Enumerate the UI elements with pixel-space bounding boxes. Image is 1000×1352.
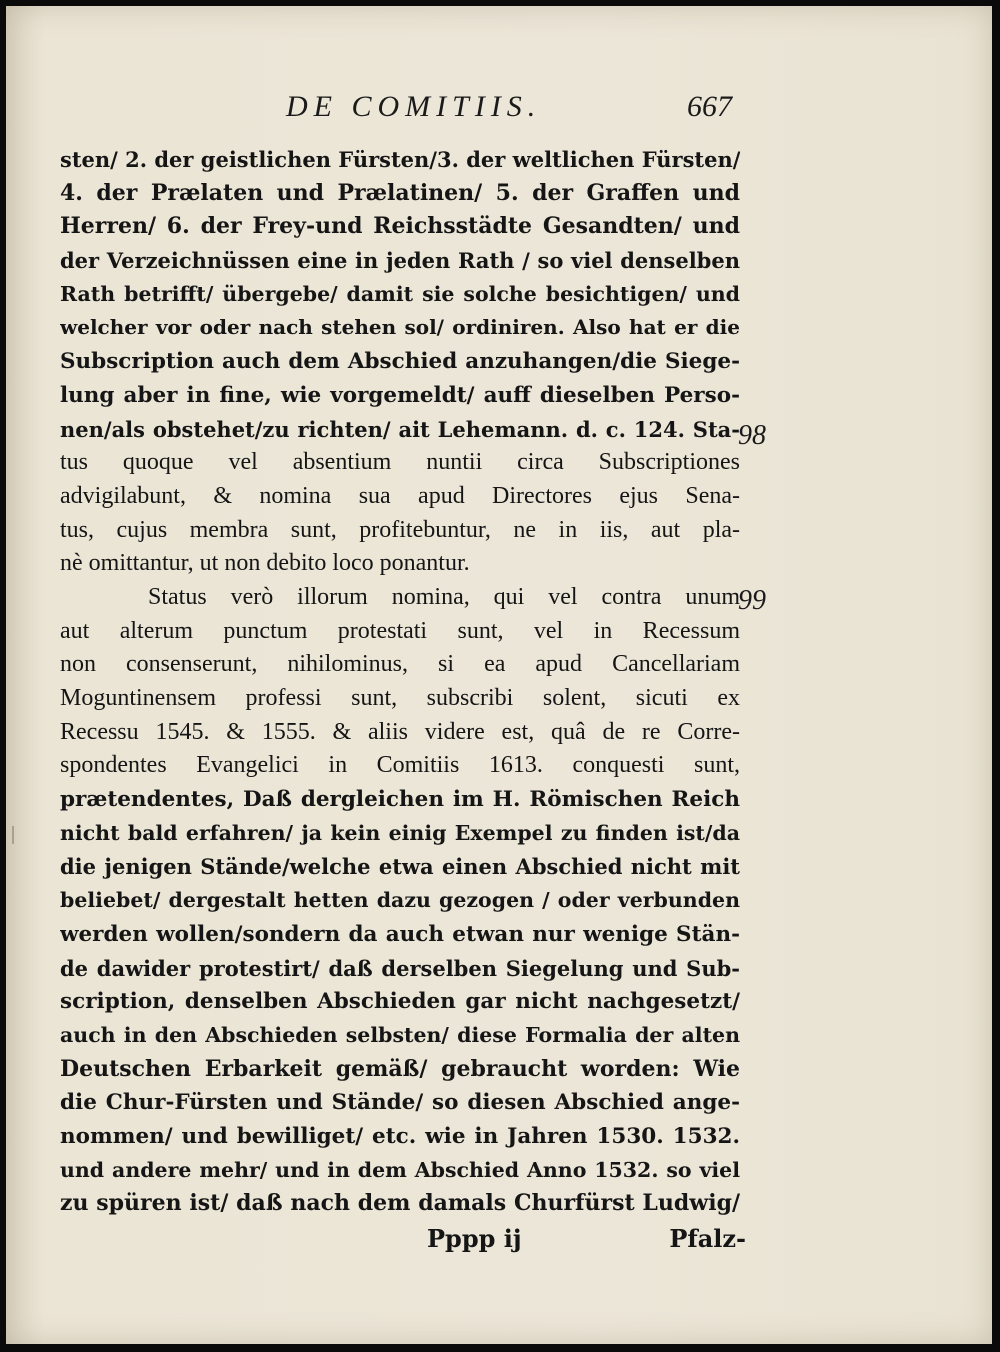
text-line: auch in den Abschieden selbsten/ diese Formalia der alten bbox=[60, 1022, 740, 1047]
text-line: Rath betrifft/ übergebe/ damit sie solche besichtigen/ und bbox=[60, 281, 740, 306]
text-line: nommen/ und bewilliget/ etc. wie in Jahren 1530. 1532. bbox=[60, 1123, 740, 1149]
text-line: beliebet/ dergestalt hetten dazu gezogen / oder verbunden bbox=[60, 888, 740, 913]
text-line: sten/ 2. der geistlichen Fürsten/3. der weltlichen Fürsten/ bbox=[60, 147, 740, 172]
text-line: der Verzeichnüssen eine in jeden Rath / so viel denselben bbox=[60, 248, 740, 274]
body-text bbox=[60, 143, 740, 1221]
text-line: non consenserunt, nihilominus, si ea apud Cancellariam bbox=[60, 651, 740, 678]
text-line: aut alterum punctum protestati sunt, vel in Recessum bbox=[60, 617, 740, 644]
text-line: die Chur-Fürsten und Stände/ so diesen Abschied ange- bbox=[60, 1090, 740, 1116]
text-line: nicht bald erfahren/ ja kein einig Exempel zu finden ist/da bbox=[60, 820, 740, 845]
text-line: die jenigen Stände/welche etwa einen Abschied nicht mit bbox=[60, 854, 740, 880]
page-number: 667 bbox=[687, 90, 732, 123]
text-line: tus, cujus membra sunt, profitebuntur, ne in iis, aut pla- bbox=[60, 516, 740, 543]
text-line: Status verò illorum nomina, qui vel contra unum bbox=[148, 583, 740, 610]
text-line: prætendentes, Daß dergleichen im H. Römischen Reich bbox=[60, 787, 740, 813]
text-line: Deutschen Erbarkeit gemäß/ gebraucht worden: Wie bbox=[60, 1055, 740, 1082]
page-header bbox=[286, 90, 746, 130]
text-line: tus quoque vel absentium nuntii circa Subscriptiones bbox=[60, 449, 740, 476]
text-line: lung aber in fine, wie vorgemeldt/ auff dieselben Perso- bbox=[60, 382, 740, 408]
text-line: Recessu 1545. & 1555. & aliis videre est, quâ de re Corre- bbox=[60, 718, 740, 745]
text-line: zu spüren ist/ daß nach dem damals Churfürst Ludwig/ bbox=[60, 1190, 740, 1217]
text-line: 4. der Prælaten und Prælatinen/ 5. der Graffen und bbox=[60, 179, 740, 206]
text-line: Moguntinensem professi sunt, subscribi solent, sicuti ex bbox=[60, 685, 740, 711]
text-line: werden wollen/sondern da auch etwan nur wenige Stän- bbox=[60, 921, 740, 947]
text-line: welcher vor oder nach stehen sol/ ordiniren. Also hat er die bbox=[60, 315, 740, 340]
text-line: und andere mehr/ und in dem Abschied Anno 1532. so viel bbox=[60, 1157, 740, 1182]
text-line: spondentes Evangelici in Comitiis 1613. conquesti sunt, bbox=[60, 752, 740, 779]
text-line: scription, denselben Abschieden gar nicht nachgesetzt/ bbox=[60, 989, 740, 1015]
text-line: advigilabunt, & nomina sua apud Directores ejus Sena- bbox=[60, 482, 740, 509]
page-edge-mark bbox=[12, 826, 24, 844]
text-line: nen/als obstehet/zu richten/ ait Lehemann. d. c. 124. Sta- bbox=[60, 416, 740, 442]
catchword: Pfalz- bbox=[669, 1224, 746, 1253]
page-footer bbox=[60, 1218, 746, 1258]
running-title: DE COMITIIS. bbox=[286, 90, 542, 123]
text-line: Herren/ 6. der Frey-und Reichsstädte Gesandten/ und bbox=[60, 213, 740, 240]
margin-number: 98 bbox=[738, 420, 766, 451]
text-line: nè omittantur, ut non debito loco ponantur. bbox=[60, 550, 470, 577]
signature-mark: Pppp ij bbox=[427, 1224, 522, 1253]
text-line: de dawider protestirt/ daß derselben Siegelung und Sub- bbox=[60, 955, 740, 981]
text-line: Subscription auch dem Abschied anzuhangen/die Siege- bbox=[60, 349, 740, 375]
margin-number: 99 bbox=[738, 585, 766, 616]
